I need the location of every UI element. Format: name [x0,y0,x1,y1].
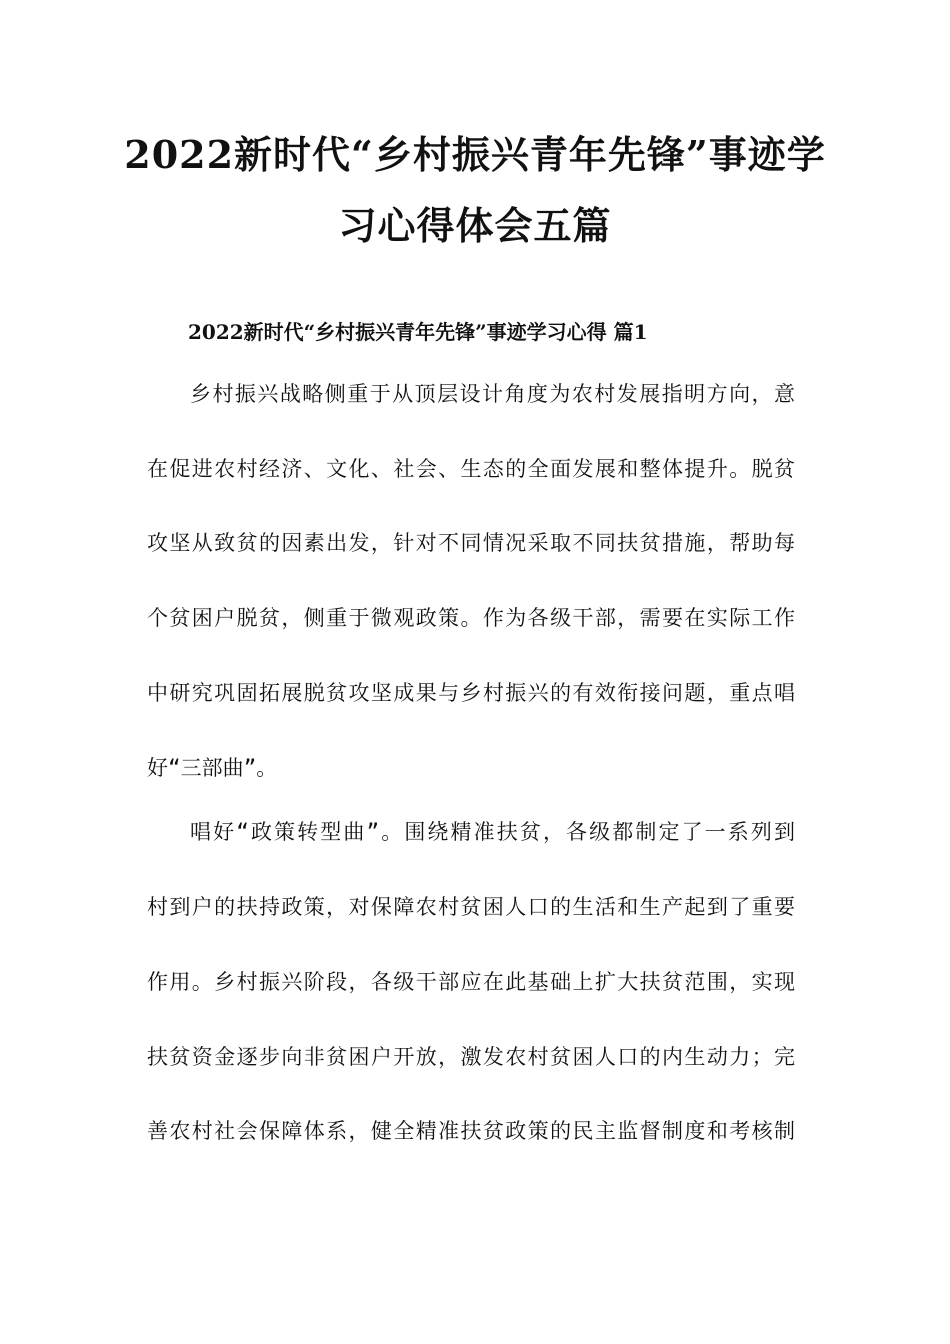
paragraph-2-line-3: 作用。乡村振兴阶段，各级干部应在此基础上扩大扶贫范围，实现 [147,970,795,994]
paragraph-1-line-4: 个贫困户脱贫，侧重于微观政策。作为各级干部，需要在实际工作 [147,606,795,630]
document-title-line-1: 2022新时代“乡村振兴青年先锋”事迹学 [124,132,826,177]
section-heading: 2022新时代“乡村振兴青年先锋”事迹学习心得 篇1 [188,320,648,344]
paragraph-2-line-5: 善农村社会保障体系，健全精准扶贫政策的民主监督制度和考核制 [147,1119,795,1143]
document-title-line-2: 习心得体会五篇 [338,203,612,248]
paragraph-1-line-1: 乡村振兴战略侧重于从顶层设计角度为农村发展指明方向，意 [190,382,795,406]
paragraph-1-line-5: 中研究巩固拓展脱贫攻坚成果与乡村振兴的有效衔接问题，重点唱 [147,681,795,705]
paragraph-2-line-4: 扶贫资金逐步向非贫困户开放，激发农村贫困人口的内生动力；完 [147,1045,795,1069]
paragraph-2-line-1: 唱好“政策转型曲”。围绕精准扶贫，各级都制定了一系列到 [190,820,795,844]
paragraph-1-line-6: 好“三部曲”。 [147,756,278,780]
paragraph-1-line-2: 在促进农村经济、文化、社会、生态的全面发展和整体提升。脱贫 [147,457,795,481]
paragraph-1-line-3: 攻坚从致贫的因素出发，针对不同情况采取不同扶贫措施，帮助每 [147,531,795,555]
paragraph-2-line-2: 村到户的扶持政策，对保障农村贫困人口的生活和生产起到了重要 [147,895,795,919]
